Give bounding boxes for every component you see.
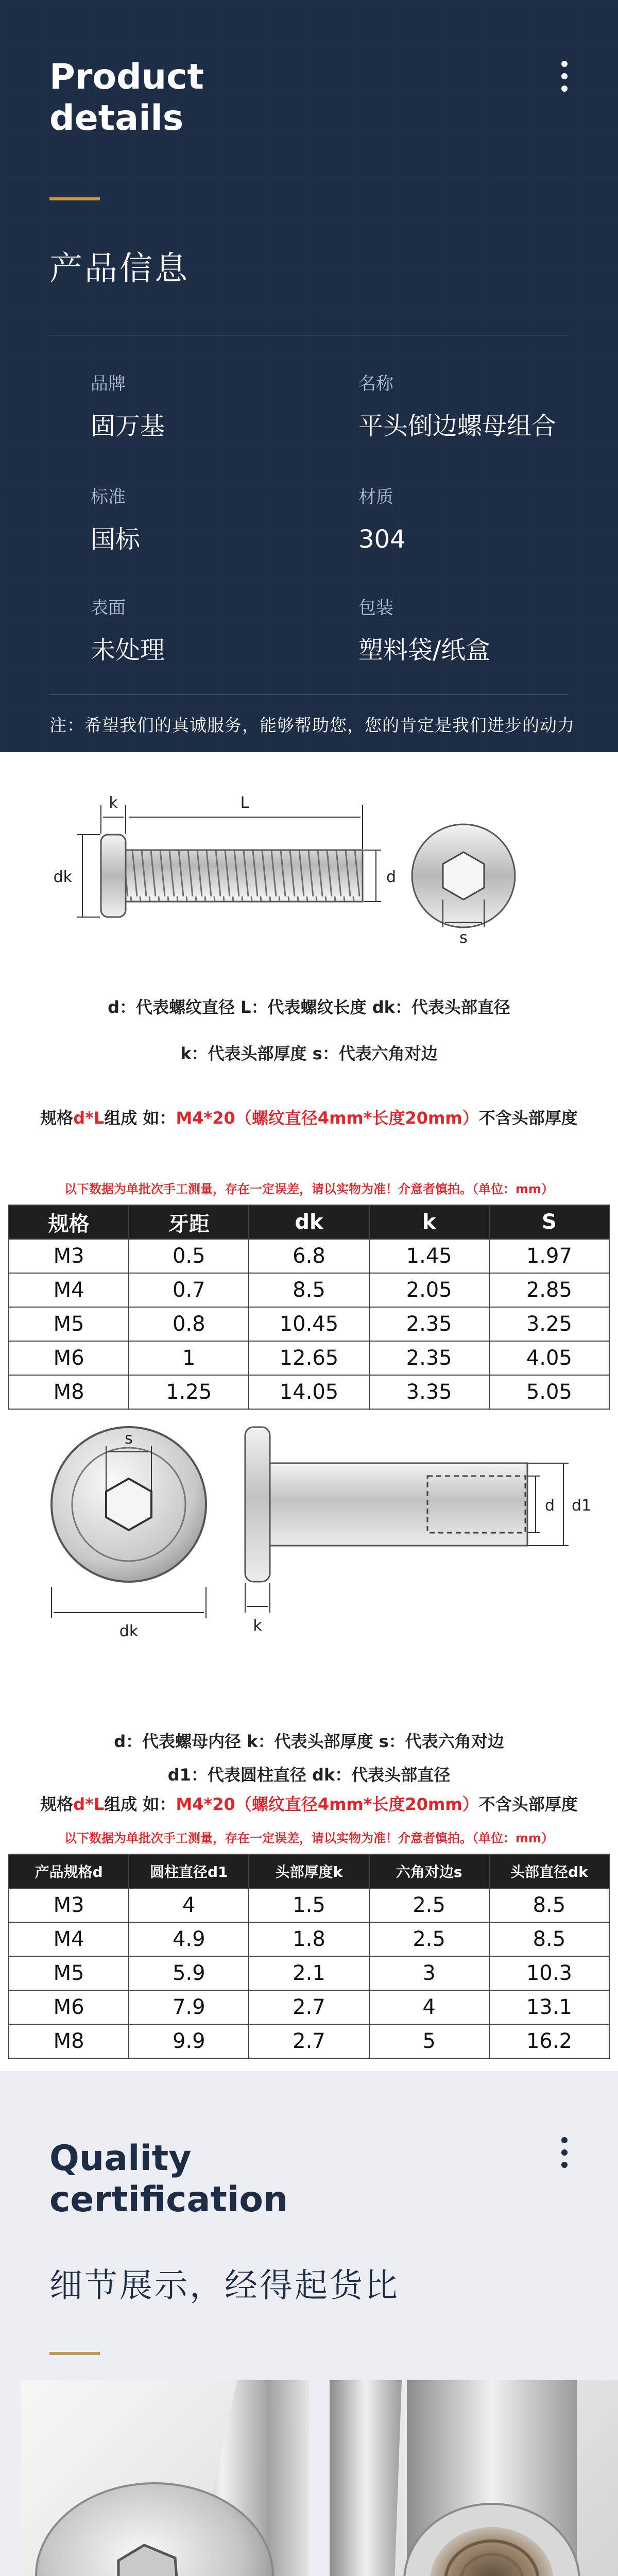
quality-title-line-1: Quality [49, 2138, 192, 2179]
table-row [9, 1956, 609, 1990]
table-cell: 1 [129, 1341, 249, 1375]
info-cell-brand [91, 371, 338, 444]
table-row [9, 1273, 609, 1307]
table-cell: 13.1 [489, 1990, 609, 2024]
section-subtitle: 产品信息 [49, 250, 190, 288]
info-value: 未处理 [91, 636, 165, 665]
spec-prefix: 规格 [40, 1108, 74, 1128]
service-note: 注：希望我们的真诚服务，能够帮助您，您的肯定是我们进步的动力 [49, 715, 575, 735]
table-cell: 1.5 [249, 1888, 369, 1922]
info-cell-name [358, 371, 606, 444]
table-cell: 7.9 [129, 1990, 249, 2024]
table-row [9, 1307, 609, 1341]
dim-label-dk: dk [119, 1622, 139, 1640]
table-cell: 1.97 [489, 1239, 609, 1273]
table-row [9, 1341, 609, 1375]
table-cell: M8 [9, 2024, 129, 2058]
table-cell: 9.9 [129, 2024, 249, 2058]
page-title [49, 57, 410, 139]
table-header: dk [249, 1205, 369, 1239]
dimension-section [0, 752, 618, 2071]
table-header: 头部直径dk [489, 1854, 609, 1888]
table-cell: M5 [9, 1307, 129, 1341]
table-cell: 1.25 [129, 1375, 249, 1409]
info-label: 材质 [358, 487, 393, 507]
table-cell: M6 [9, 1990, 129, 2024]
info-cell-packaging [358, 595, 606, 668]
info-value: 平头倒边螺母组合 [358, 412, 557, 440]
barrel-nut-dimension-diagram [0, 1401, 618, 1669]
info-label: 包装 [358, 598, 393, 618]
info-value: 304 [358, 525, 406, 554]
title-line-1: Product [49, 57, 204, 97]
table-cell: 2.35 [369, 1341, 489, 1375]
table-cell: 2.7 [249, 1990, 369, 2024]
table-cell: 4.9 [129, 1922, 249, 1956]
quality-subtitle: 细节展示，经得起货比 [49, 2267, 400, 2305]
product-photo-barrel [330, 2380, 618, 2576]
table-header: 牙距 [129, 1205, 249, 1239]
table-cell: M4 [9, 1273, 129, 1307]
info-cell-material [358, 484, 606, 557]
screw-head-shape [101, 835, 126, 917]
diagram2-measure-note: 以下数据为单批次手工测量，存在一定误差，请以实物为准！介意者慎拍。（单位：mm） [64, 1831, 554, 1845]
table-cell: 3.35 [369, 1375, 489, 1409]
table-cell: 2.85 [489, 1273, 609, 1307]
table-cell: 0.7 [129, 1273, 249, 1307]
table-cell: 4 [369, 1990, 489, 2024]
table-cell: 10.45 [249, 1307, 369, 1341]
quality-section [0, 2071, 618, 2576]
table-cell: 8.5 [249, 1273, 369, 1307]
table-cell: 1.45 [369, 1239, 489, 1273]
info-cell-standard [91, 484, 338, 557]
table-cell: 4.05 [489, 1341, 609, 1375]
info-cell-surface [91, 595, 338, 668]
table-cell: 4 [129, 1888, 249, 1922]
table-header: k [369, 1205, 489, 1239]
spec-table-screw [8, 1205, 610, 1410]
table-cell: M5 [9, 1956, 129, 1990]
screw-thread-shape [126, 850, 363, 902]
table-cell: 14.05 [249, 1375, 369, 1409]
info-label: 表面 [91, 598, 126, 618]
spec-formula: d*L [73, 1794, 105, 1814]
quality-title-line-2: certification [49, 2179, 288, 2220]
info-label: 标准 [91, 487, 126, 507]
table-cell: 5 [369, 2024, 489, 2058]
table-row [9, 2024, 609, 2058]
dim-label-k: k [109, 794, 118, 812]
table-cell: 10.3 [489, 1956, 609, 1990]
table-cell: 2.5 [369, 1922, 489, 1956]
table-cell: 2.35 [369, 1307, 489, 1341]
table-header: 产品规格d [9, 1854, 129, 1888]
info-value: 塑料袋/纸盒 [358, 636, 491, 665]
nut-head-side-shape [245, 1427, 270, 1582]
diagram2-legend-line2: d1：代表圆柱直径 dk：代表头部直径 [167, 1765, 451, 1785]
info-value: 固万基 [91, 412, 165, 440]
spec-suffix: 不含头部厚度 [478, 1794, 578, 1814]
diagram2-legend-line1: d：代表螺母内径 k：代表头部厚度 s：代表六角对边 [114, 1732, 504, 1751]
dim-label-k: k [253, 1617, 262, 1635]
spec-suffix: 不含头部厚度 [478, 1108, 578, 1128]
table-cell: 0.5 [129, 1239, 249, 1273]
quality-title [49, 2138, 288, 2221]
product-details-section [0, 0, 618, 752]
table-row [9, 1888, 609, 1922]
diagram1-measure-note: 以下数据为单批次手工测量，存在一定误差，请以实物为准！介意者慎拍。（单位：mm） [64, 1182, 554, 1196]
diagram1-legend-line2: k：代表头部厚度 s：代表六角对边 [180, 1044, 438, 1063]
divider-bottom [49, 694, 569, 695]
info-label: 品牌 [91, 374, 126, 394]
table-cell: 5.05 [489, 1375, 609, 1409]
dim-label-dk: dk [53, 868, 72, 886]
product-photo-head [21, 2380, 309, 2576]
table-cell: M3 [9, 1239, 129, 1273]
table-cell: 3.25 [489, 1307, 609, 1341]
table-header: 圆柱直径d1 [129, 1854, 249, 1888]
table-header: 规格 [9, 1205, 129, 1239]
dim-label-s: s [459, 929, 468, 947]
diagram2-spec-line [0, 1791, 618, 1815]
table-header: 头部厚度k [249, 1854, 369, 1888]
table-cell: 2.05 [369, 1273, 489, 1307]
spec-mid: 组成 如： [104, 1794, 176, 1814]
table-cell: 2.7 [249, 2024, 369, 2058]
accent-divider [49, 197, 100, 200]
more-menu-icon[interactable] [561, 61, 568, 92]
info-value: 国标 [91, 525, 141, 554]
dim-label-s: s [125, 1430, 133, 1448]
title-line-2: details [49, 98, 184, 139]
table-row [9, 1922, 609, 1956]
dim-label-d1: d1 [572, 1497, 592, 1515]
table-header: S [489, 1205, 609, 1239]
table-cell: 3 [369, 1956, 489, 1990]
spec-example: M4*20（螺纹直径4mm*长度20mm） [176, 1794, 479, 1814]
info-row [91, 595, 570, 698]
info-row [91, 371, 570, 474]
table-cell: 16.2 [489, 2024, 609, 2058]
info-row [91, 484, 570, 587]
table-cell: M8 [9, 1375, 129, 1409]
table-cell: 1.8 [249, 1922, 369, 1956]
spec-prefix: 规格 [40, 1794, 74, 1814]
table-cell: 12.65 [249, 1341, 369, 1375]
table-cell: 8.5 [489, 1888, 609, 1922]
spec-mid: 组成 如： [104, 1108, 176, 1128]
spec-formula: d*L [73, 1108, 105, 1128]
accent-divider [49, 2352, 100, 2355]
table-cell: 0.8 [129, 1307, 249, 1341]
spec-table-barrel-nut [8, 1854, 610, 2059]
table-header: 六角对边s [369, 1854, 489, 1888]
spec-example: M4*20（螺纹直径4mm*长度20mm） [176, 1108, 479, 1128]
screw-dimension-diagram [0, 773, 618, 979]
diagram1-spec-line [0, 1105, 618, 1129]
more-menu-icon[interactable] [561, 2137, 568, 2168]
dim-label-d: d [545, 1497, 555, 1515]
diagram1-legend-line1: d：代表螺纹直径 L：代表螺纹长度 dk：代表头部直径 [108, 997, 510, 1017]
table-cell: 5.9 [129, 1956, 249, 1990]
dim-label-d: d [386, 868, 397, 886]
table-cell: 8.5 [489, 1922, 609, 1956]
table-row [9, 1990, 609, 2024]
info-label: 名称 [358, 374, 393, 394]
table-cell: M4 [9, 1922, 129, 1956]
dim-label-L: L [240, 794, 249, 812]
table-cell: 2.5 [369, 1888, 489, 1922]
table-row [9, 1239, 609, 1273]
table-cell: M3 [9, 1888, 129, 1922]
table-cell: M6 [9, 1341, 129, 1375]
table-cell: 2.1 [249, 1956, 369, 1990]
table-cell: 6.8 [249, 1239, 369, 1273]
